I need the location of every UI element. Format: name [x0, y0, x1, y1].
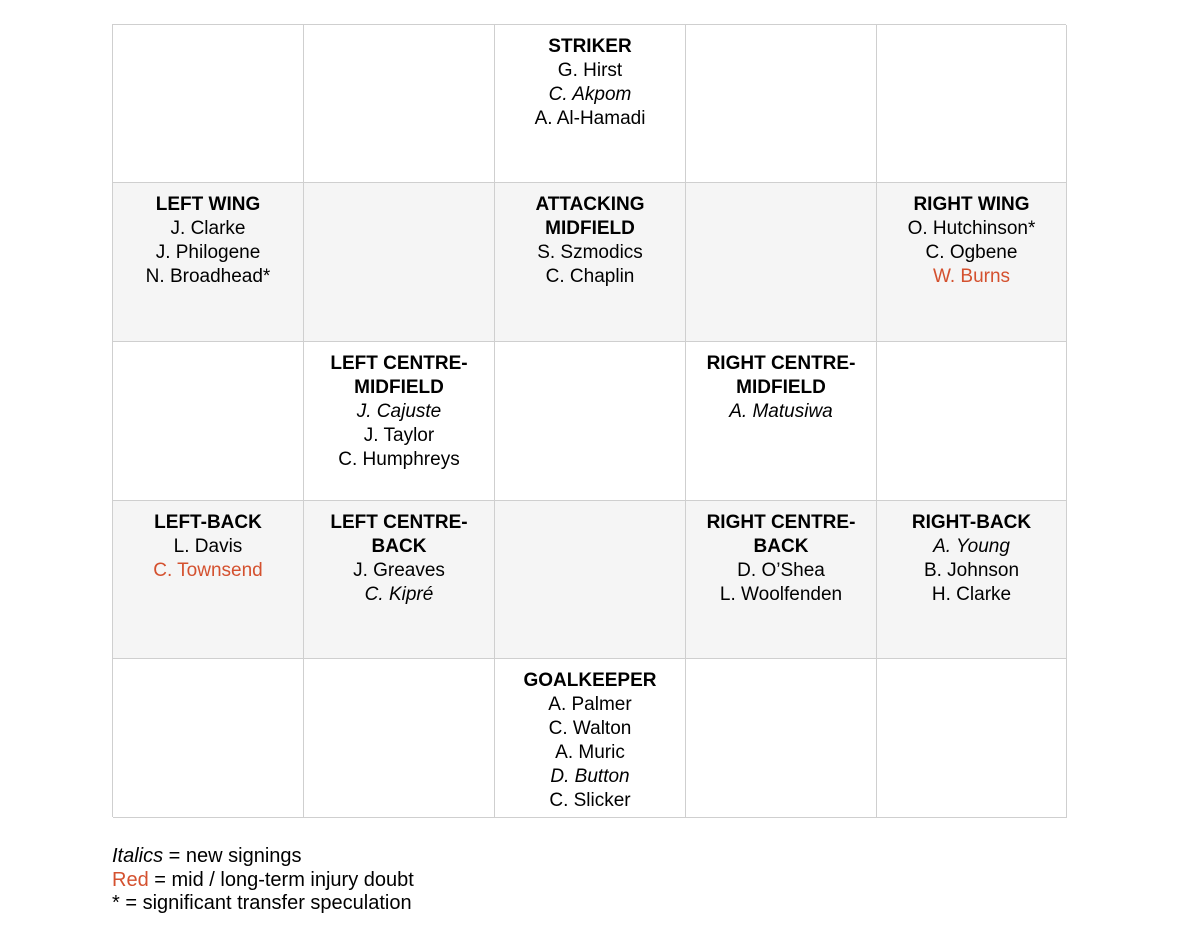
player-name: C. Ogbene: [925, 242, 1018, 263]
legend: [112, 845, 414, 916]
player-name-new-signing: J. Cajuste: [356, 401, 442, 422]
grid-cell-empty: [877, 659, 1067, 818]
player-name: L. Woolfenden: [719, 584, 843, 605]
player-name: S. Szmodics: [537, 242, 643, 263]
cell-right-back: [877, 501, 1067, 659]
cell-right-centre-midfield: [686, 342, 877, 501]
cell-striker: [495, 25, 686, 183]
cell-left-wing: [113, 183, 304, 342]
player-name-new-signing: C. Kipré: [364, 584, 434, 605]
depth-chart-grid: [112, 24, 1066, 817]
player-name-new-signing: A. Young: [933, 536, 1010, 557]
cell-left-back: [113, 501, 304, 659]
player-name: C. Walton: [548, 718, 632, 739]
player-name: G. Hirst: [557, 60, 623, 81]
position-title-left-centre-midfield-line2: MIDFIELD: [354, 377, 444, 398]
position-title-goalkeeper: GOALKEEPER: [523, 670, 657, 691]
position-title-right-centre-midfield-line2: MIDFIELD: [736, 377, 826, 398]
legend-italics-text: = new signings: [163, 845, 302, 867]
grid-cell-empty: [113, 25, 304, 183]
grid-cell-empty: [304, 659, 495, 818]
player-name-injury-doubt: C. Townsend: [153, 560, 263, 581]
position-title-attacking-midfield: ATTACKING: [535, 194, 645, 215]
position-title-left-centre-back: LEFT CENTRE-: [330, 512, 468, 533]
grid-cell-empty: [304, 183, 495, 342]
legend-star-line: * = significant transfer speculation: [112, 892, 412, 914]
position-title-left-centre-back-line2: BACK: [371, 536, 427, 557]
player-name-new-signing: D. Button: [550, 766, 630, 787]
legend-italics-line: [112, 845, 414, 869]
player-name-new-signing: A. Matusiwa: [729, 401, 833, 422]
cell-goalkeeper: [495, 659, 686, 818]
grid-cell-empty: [877, 25, 1067, 183]
player-name-new-signing: C. Akpom: [548, 84, 632, 105]
player-name: H. Clarke: [931, 584, 1012, 605]
grid-cell-empty: [304, 25, 495, 183]
grid-cell-empty: [113, 342, 304, 501]
player-name: A. Al-Hamadi: [534, 108, 646, 129]
player-name: A. Muric: [555, 742, 625, 763]
player-name-transfer-speculation: O. Hutchinson*: [907, 218, 1036, 239]
grid-cell-empty: [495, 501, 686, 659]
position-title-left-back: LEFT-BACK: [154, 512, 262, 533]
player-name: C. Chaplin: [545, 266, 635, 287]
legend-italics-word: Italics: [112, 845, 164, 867]
grid-cell-empty: [113, 659, 304, 818]
player-name: A. Palmer: [548, 694, 632, 715]
player-name: D. O’Shea: [737, 560, 825, 581]
legend-red-text: = mid / long-term injury doubt: [148, 868, 414, 891]
player-name-injury-doubt: W. Burns: [932, 266, 1011, 287]
position-title-left-wing: LEFT WING: [155, 194, 261, 215]
player-name: J. Clarke: [170, 218, 246, 239]
legend-red-word: Red: [112, 868, 149, 891]
player-name: L. Davis: [173, 536, 243, 557]
grid-cell-empty: [686, 659, 877, 818]
position-title-right-centre-back-line2: BACK: [753, 536, 809, 557]
grid-cell-empty: [686, 183, 877, 342]
player-name: C. Humphreys: [338, 449, 460, 470]
cell-right-centre-back: [686, 501, 877, 659]
player-name-transfer-speculation: N. Broadhead*: [145, 266, 271, 287]
player-name: J. Greaves: [353, 560, 445, 581]
position-title-right-wing: RIGHT WING: [913, 194, 1030, 215]
grid-cell-empty: [495, 342, 686, 501]
position-title-left-centre-midfield: LEFT CENTRE-: [330, 353, 468, 374]
position-title-right-centre-midfield: RIGHT CENTRE-: [706, 353, 856, 374]
cell-left-centre-back: [304, 501, 495, 659]
position-title-right-back: RIGHT-BACK: [911, 512, 1032, 533]
player-name: J. Philogene: [155, 242, 261, 263]
cell-right-wing: [877, 183, 1067, 342]
grid-cell-empty: [877, 342, 1067, 501]
player-name: B. Johnson: [923, 560, 1020, 581]
player-name: C. Slicker: [549, 790, 631, 811]
position-title-right-centre-back: RIGHT CENTRE-: [706, 512, 856, 533]
position-title-attacking-midfield-line2: MIDFIELD: [545, 218, 635, 239]
position-title-striker: STRIKER: [548, 36, 632, 57]
grid-cell-empty: [686, 25, 877, 183]
player-name: J. Taylor: [363, 425, 435, 446]
cell-left-centre-midfield: [304, 342, 495, 501]
legend-red-line: [112, 869, 414, 893]
cell-attacking-midfield: [495, 183, 686, 342]
